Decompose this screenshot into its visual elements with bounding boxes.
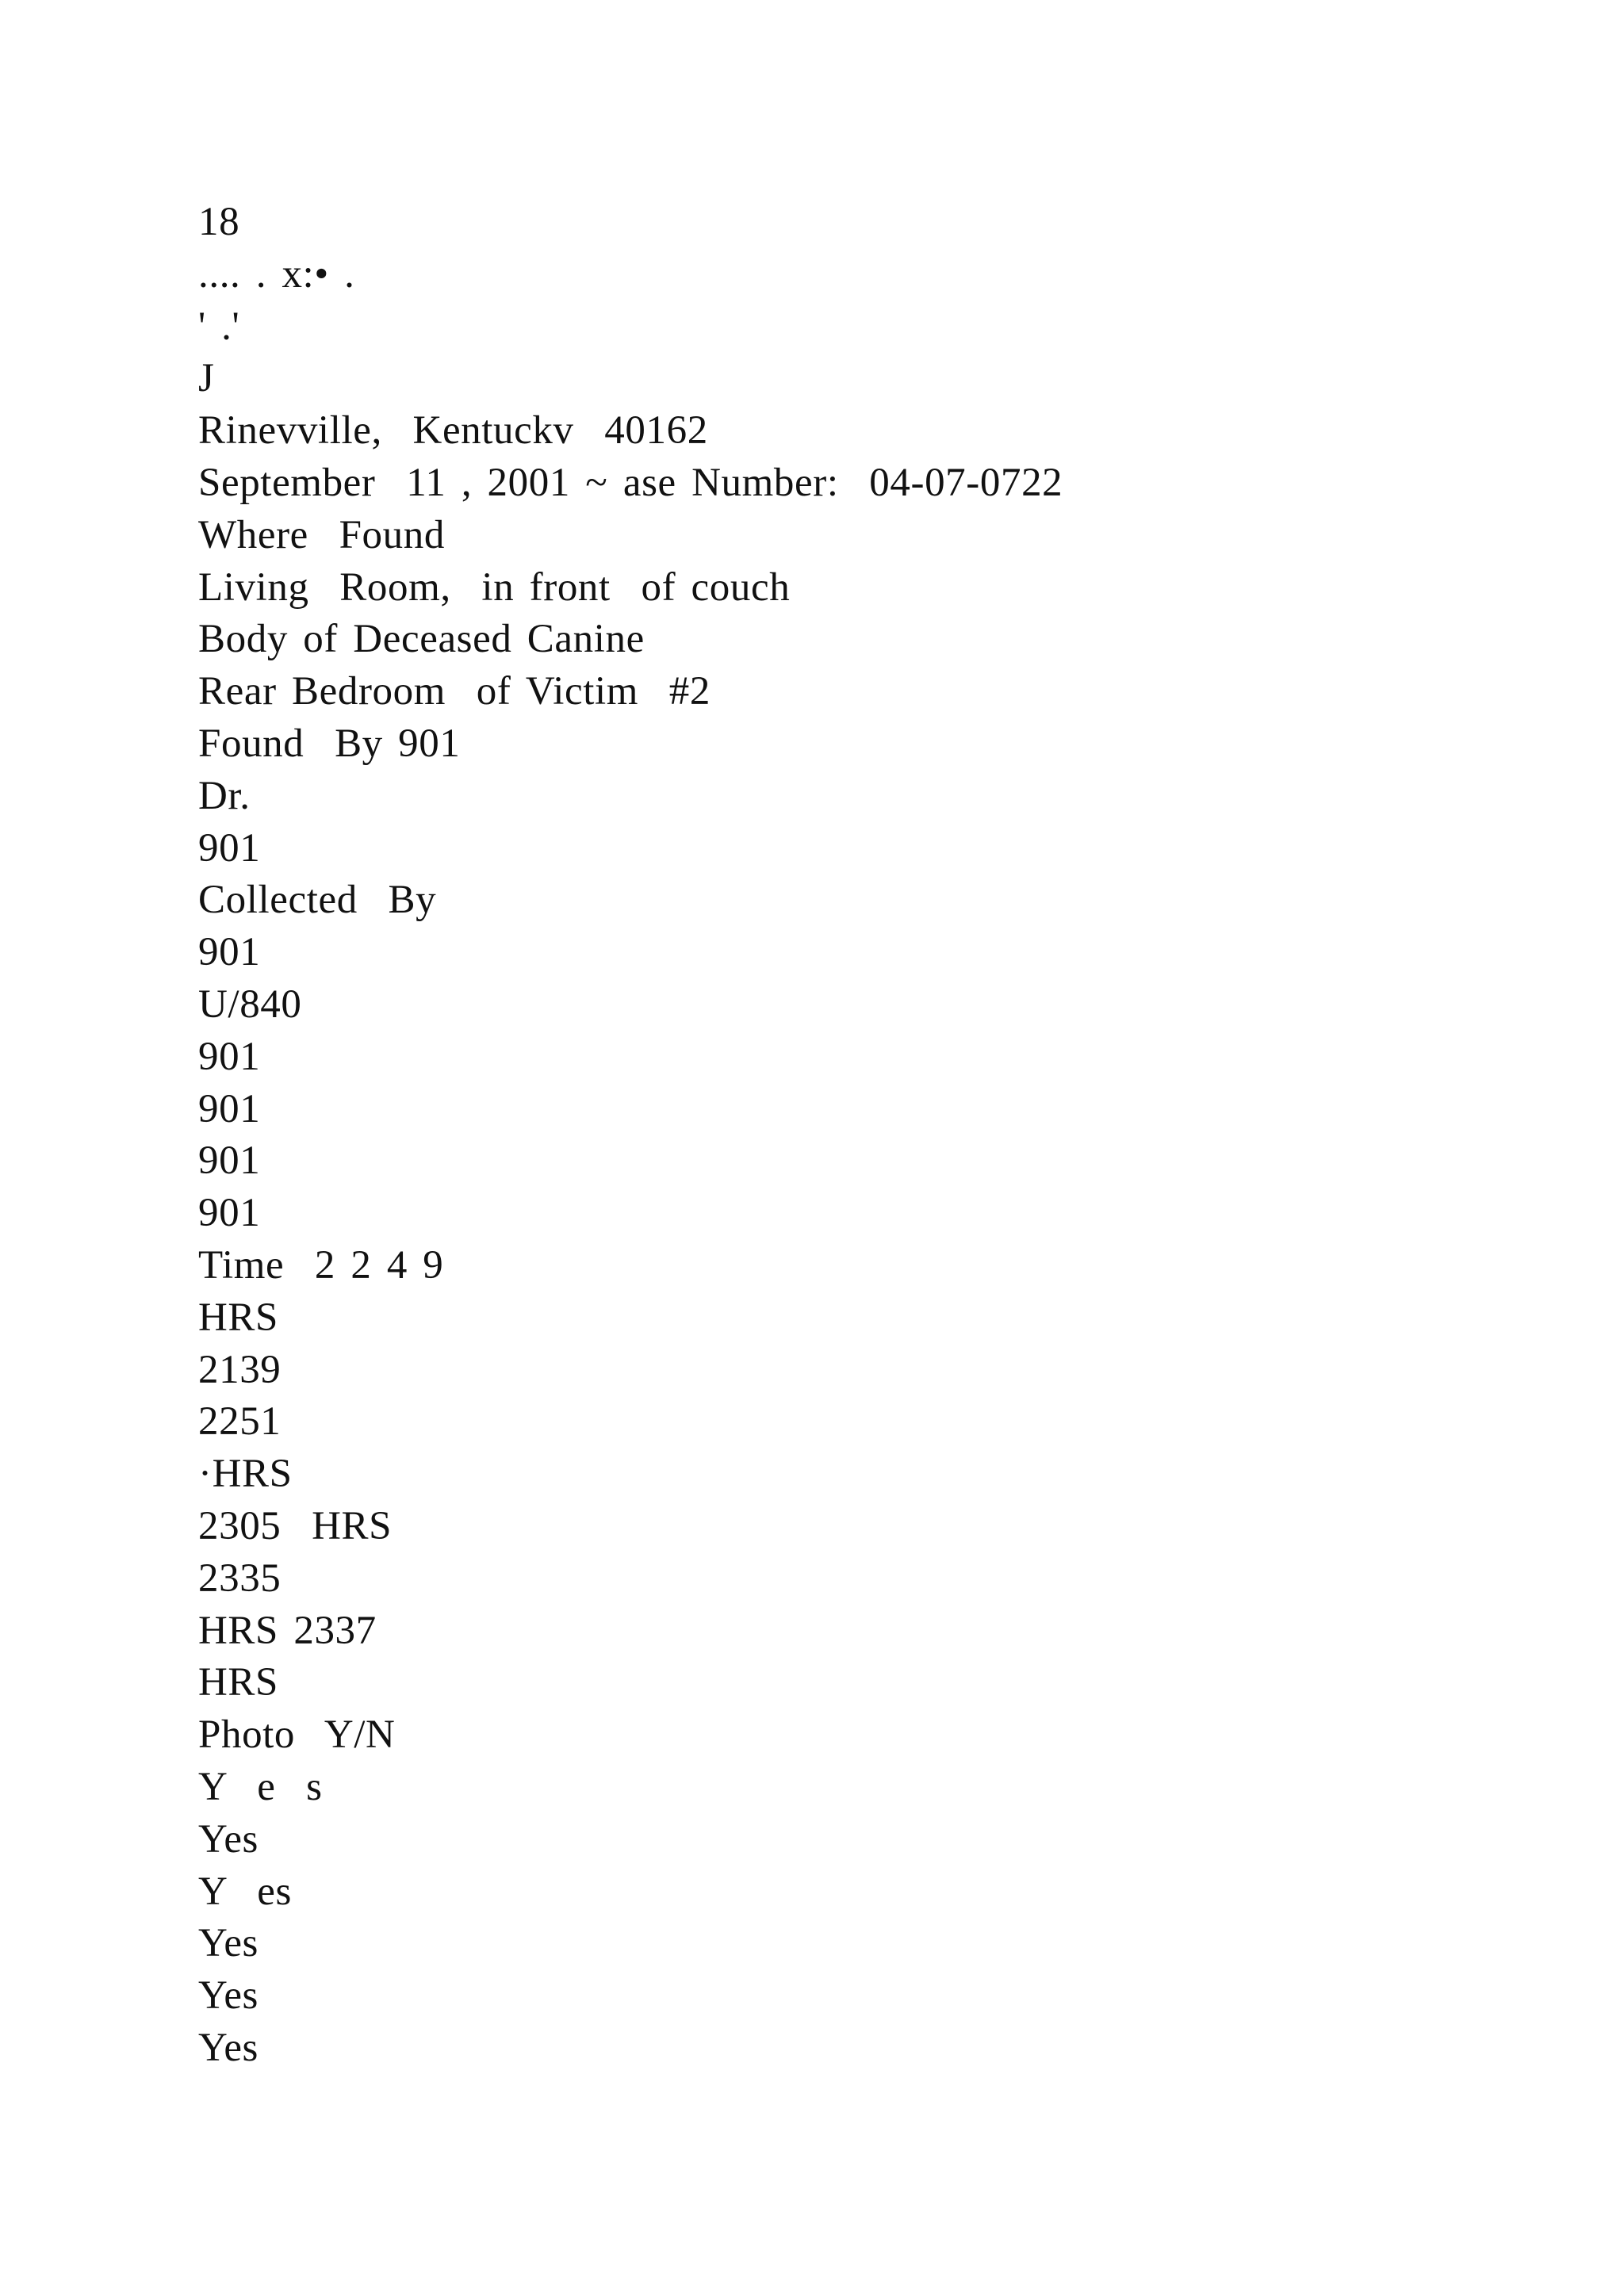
text-line: ·HRS — [198, 1452, 293, 1497]
text-line: 901 — [198, 930, 261, 975]
text-line: HRS — [198, 1660, 279, 1705]
text-line: U/840 — [198, 982, 302, 1027]
text-line: Rinevville, Kentuckv 40162 — [198, 408, 708, 453]
text-line: September 11 , 2001 ~ ase Number: 04-07-0722 — [198, 460, 1063, 505]
text-line: 2335 — [198, 1556, 282, 1601]
text-line: Found By 901 — [198, 721, 461, 766]
text-line: Collected By — [198, 878, 437, 923]
text-line: HRS 2337 — [198, 1608, 377, 1653]
text-line: Yes — [198, 2025, 259, 2070]
text-line: Rear Bedroom of Victim #2 — [198, 669, 710, 714]
text-line: 18 — [198, 200, 240, 244]
text-line: 901 — [198, 1138, 261, 1184]
text-line: 901 — [198, 1034, 261, 1079]
text-line: Y e s — [198, 1764, 323, 1809]
text-line: Yes — [198, 1921, 259, 1966]
text-line: Yes — [198, 1816, 259, 1862]
text-line: Body of Deceased Canine — [198, 617, 645, 662]
text-line: 2139 — [198, 1347, 282, 1392]
text-line: 901 — [198, 825, 261, 871]
text-line: 901 — [198, 1086, 261, 1131]
text-line: 2251 — [198, 1399, 282, 1445]
text-line: Photo Y/N — [198, 1712, 396, 1758]
text-line: Time 2 2 4 9 — [198, 1242, 444, 1288]
text-line: 2305 HRS — [198, 1503, 393, 1548]
text-line: .... . x:• . — [198, 251, 355, 297]
text-line: Yes — [198, 1973, 259, 2019]
text-line: Living Room, in front of couch — [198, 564, 791, 610]
text-line: Where Found — [198, 512, 445, 557]
text-line: J — [198, 356, 215, 401]
document-text-block — [198, 197, 1063, 2075]
text-line: Dr. — [198, 773, 251, 818]
text-line: 901 — [198, 1191, 261, 1236]
text-line: HRS — [198, 1295, 279, 1340]
text-line: ' .' — [198, 304, 240, 349]
text-line: Y es — [198, 1869, 292, 1914]
